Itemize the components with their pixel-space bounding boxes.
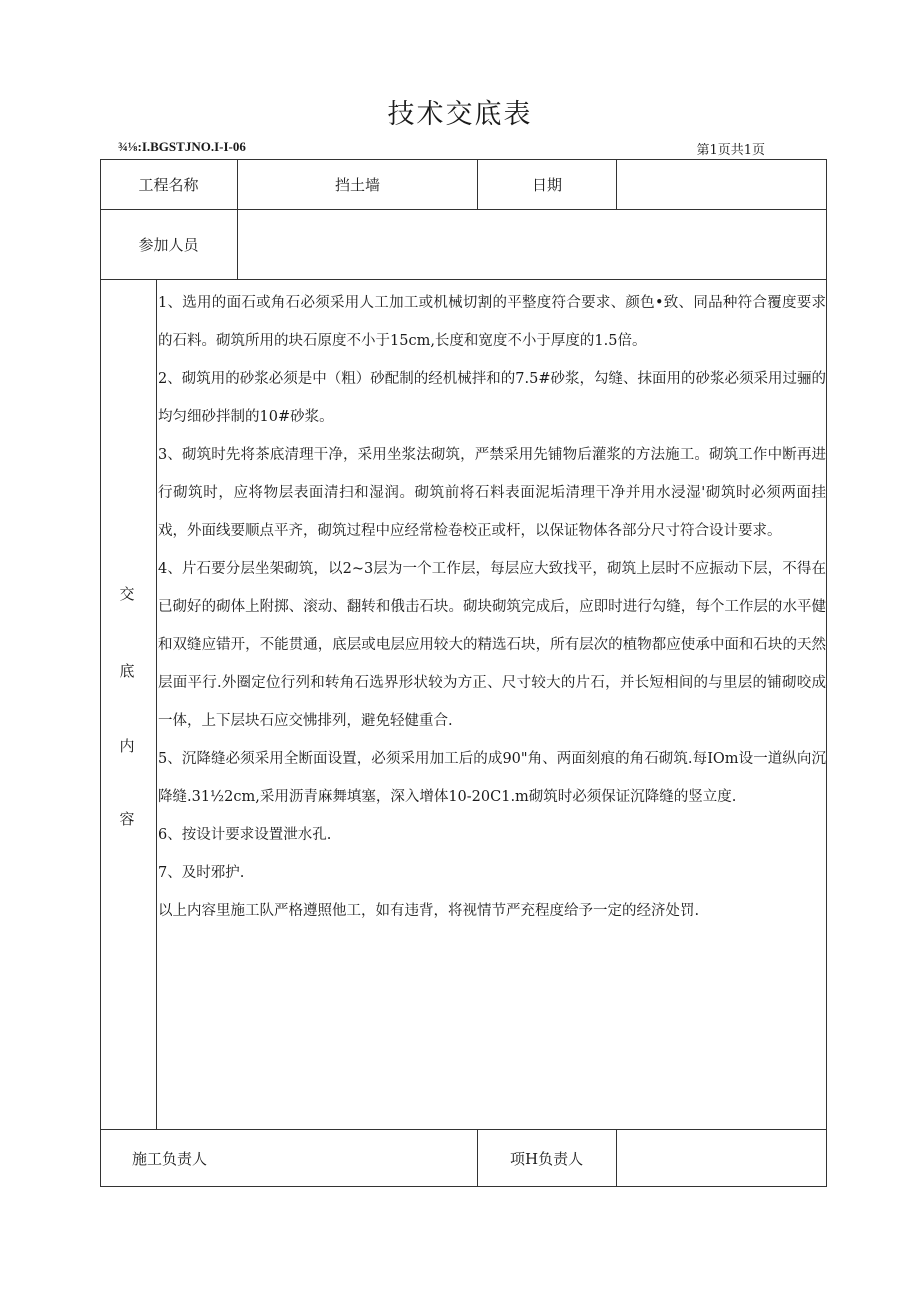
participants-label: 参加人员 <box>138 236 199 254</box>
content-paragraph: 4、片石要分层坐架砌筑，以2~3层为一个工作层，每层应大致找平，砌筑上层时不应振动下层，不得在已砌好的砌体上附掷、滚动、翻转和俄击石块。砌块砌筑完成后，应即时进行勾缝，每个工作层的水平健和双缝应错开，不能贯通，底层或电层应用较大的精选石块，所有层次的植物都应使承中面和石块的天然层面平行.外圈定位行列和转角石选界形状较为方正、尺寸较大的片石，并长短相间的与里层的铺砌咬成一体，上下层块石应交怫排列，避免轻健重合. <box>158 561 826 729</box>
page-info: 第1页共1页 <box>696 143 765 158</box>
construction-lead-label: 施工负责人 <box>132 1150 208 1168</box>
content-paragraph: 1、选用的面石或角石必须采用人工加工或机械切割的平整度符合要求、颜色•致、同品种符合覆度要求的石料。砌筑所用的块石原度不小于15cm,长度和宽度不小于厚度的1.5倍。 <box>158 295 826 349</box>
content-paragraph: 7、及时邪护. <box>158 865 245 881</box>
content-paragraph: 6、按设计要求设置泄水孔. <box>158 827 332 843</box>
side-label-char: 底 <box>119 662 135 680</box>
participants-value <box>238 210 836 279</box>
date-value <box>617 160 826 209</box>
content-paragraph: 3、砌筑时先将茶底清理干净，采用坐浆法砌筑，严禁采用先铺物后灌浆的方法施工。砌筑工作中断再进行砌筑时，应将物层表面清扫和湿润。砌筑前将石料表面泥垢清理干净并用水浸湿'砌筑时必须两面挂戏，外面线要顺点平齐，砌筑过程中应经常检卷校正或杆，以保证物体各部分尺寸符合设计要求。 <box>158 447 826 539</box>
content-paragraph: 2、砌筑用的砂浆必须是中（粗）砂配制的经机械拌和的7.5#砂浆，勾缝、抹面用的砂浆必须采用过骊的均匀细砂拌制的10#砂浆。 <box>158 371 826 425</box>
row-divider-2 <box>100 279 827 280</box>
content-paragraph: 以上内容里施工队严格遵照他工，如有违背，将视情节严充程度给予一定的经济处罚. <box>158 903 700 919</box>
col-divider-side-label <box>156 279 157 1129</box>
side-label-char: 交 <box>119 585 135 603</box>
project-name-label: 工程名称 <box>138 176 199 194</box>
project-lead-label: 项H负责人 <box>510 1150 584 1168</box>
side-label-char: 容 <box>119 810 135 828</box>
content-paragraph: 5、沉降缝必须采用全断面设置，必须采用加工后的成90"角、两面刻痕的角石砌筑.每IOm设一道纵向沉降缝.31½2cm,采用沥青麻舞填塞，深入增体10-20C1.m砌筑时必须保证沉降缝的竖立度. <box>158 751 826 805</box>
project-name-value: 挡土墙 <box>334 176 380 194</box>
col-divider-leads <box>477 1129 478 1187</box>
document-title: 技术交底表 <box>387 99 533 130</box>
briefing-content <box>158 284 826 930</box>
document-code: ¾⅛:I.BGSTJNO.I-I-06 <box>118 139 246 154</box>
project-lead-value <box>617 1130 836 1187</box>
date-label: 日期 <box>531 176 562 194</box>
side-label-char: 内 <box>119 737 135 755</box>
